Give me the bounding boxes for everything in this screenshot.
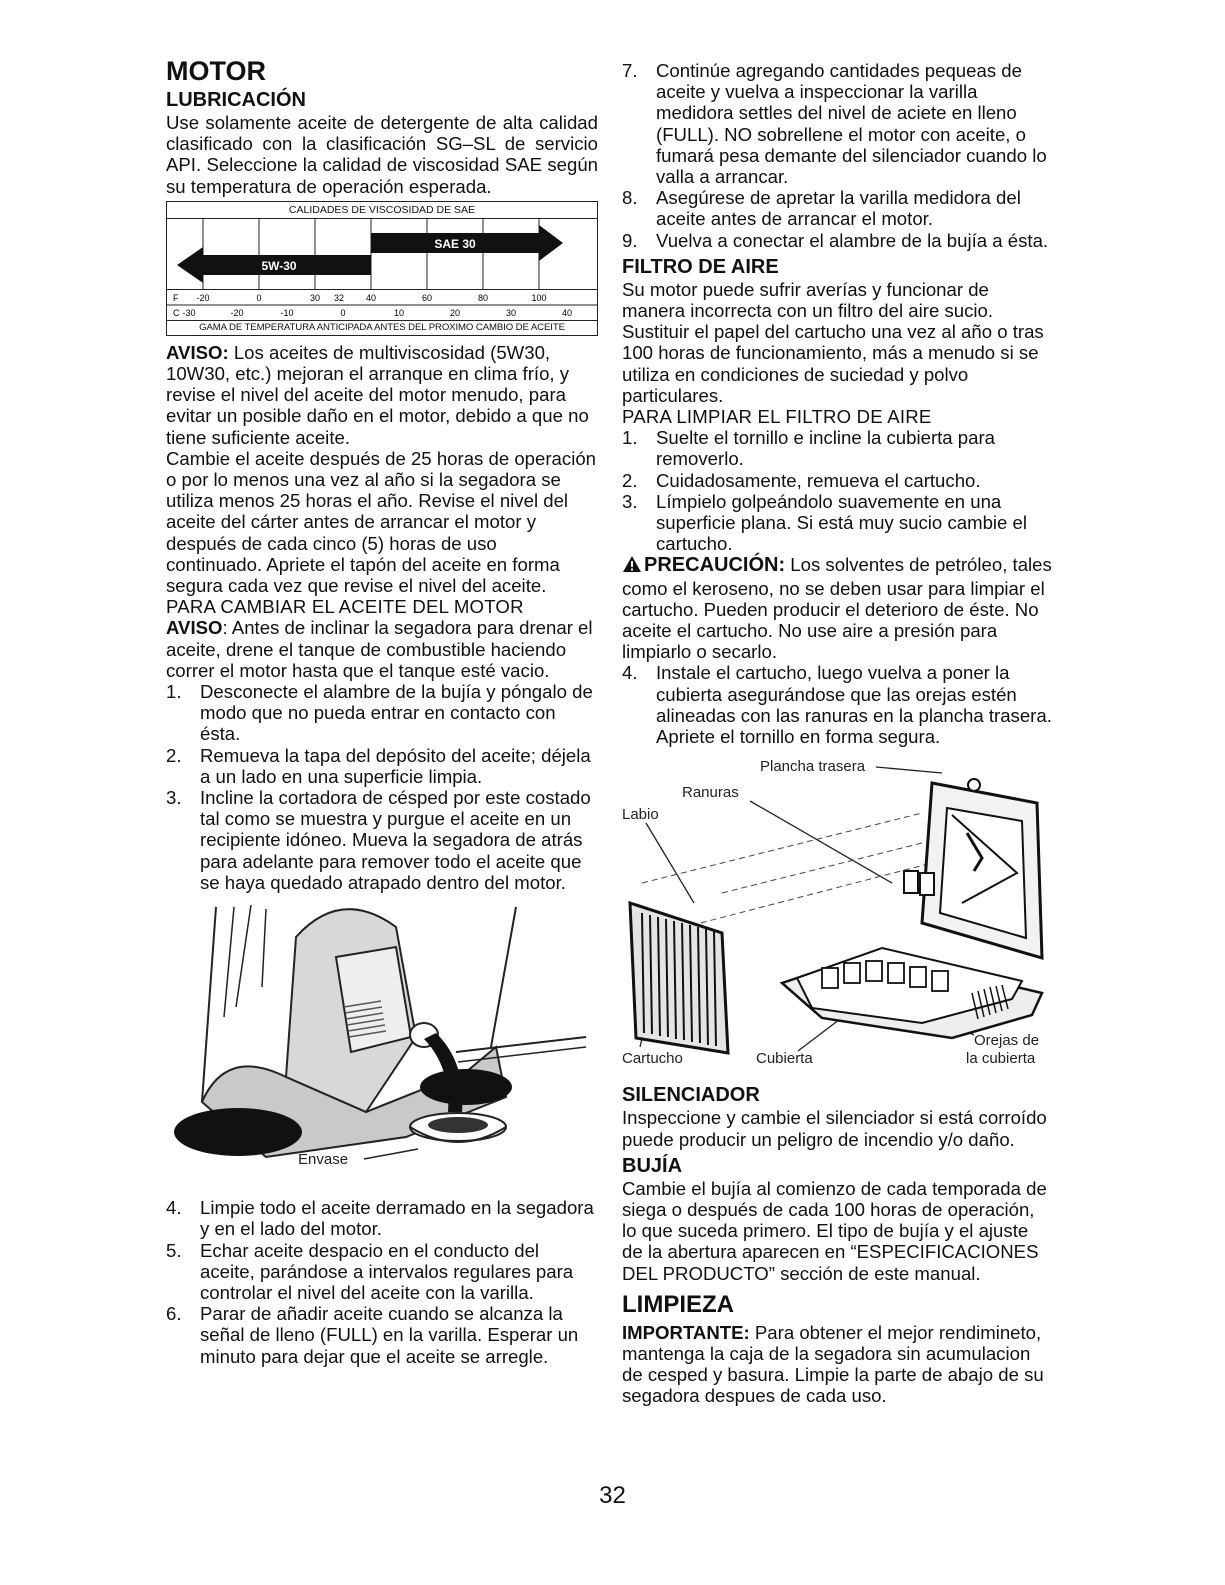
- step-text: Límpielo golpeándolo suavemente en una superficie plana. Si está muy sucio cambie el cartucho.: [656, 490, 1028, 555]
- step-item: [622, 491, 1054, 555]
- step-number: 2.: [622, 469, 638, 491]
- 5w30-label: 5W-30: [261, 258, 297, 273]
- step-text: Echar aceite despacio en el conducto del aceite, parándose a intervalos regulares para controlar el nivel del aceite con la varilla.: [200, 1239, 574, 1303]
- heading-change-oil: PARA CAMBIAR EL ACEITE DEL MOTOR: [166, 596, 524, 618]
- scale-tick-label: 30: [505, 307, 517, 318]
- step-text: Cuidadosamente, remueva el cartucho.: [656, 469, 981, 491]
- step-item: [166, 745, 598, 787]
- step-text: Instale el cartucho, luego vuelva a poner la cubierta asegurándose que las orejas estén alineadas con las ranuras en la plancha trasera. Apriete el tornillo en forma segura.: [656, 662, 1052, 748]
- aviso-text: Los aceites de multiviscosidad (5W30, 10W30, etc.) mejoran el arranque en clima frío, y revise el nivel del aceite del motor menudo, para evitar un posible daño en el motor, debido a que no tiene suficiente aceite.: [166, 341, 589, 448]
- step-number: 7.: [622, 60, 638, 81]
- step-number: 5.: [166, 1239, 182, 1261]
- viscosity-chart-footer: GAMA DE TEMPERATURA ANTICIPADA ANTES DEL PROXIMO CAMBIO DE ACEITE: [167, 320, 597, 335]
- steps-list-c: [622, 60, 1054, 251]
- label-cartucho: Cartucho: [622, 1050, 683, 1068]
- step-item: [166, 681, 598, 745]
- aviso-drain: [166, 617, 598, 681]
- f-ticks: [196, 293, 546, 303]
- step-number: 4.: [166, 1197, 182, 1219]
- important-text: Para obtener el mejor rendimineto, mantenga la caja de la segadora sin acumulacion de cesped y basura. Limpie la parte de abajo de su segadora despues de cada uso.: [622, 1321, 1044, 1407]
- heading-filtro-de-aire: FILTRO DE AIRE: [622, 255, 779, 278]
- label-plancha-trasera: Plancha trasera: [760, 758, 866, 776]
- step-number: 4.: [622, 662, 638, 684]
- label-labio: Labio: [622, 806, 659, 824]
- aviso2-label: AVISO: [166, 617, 223, 639]
- warning-triangle-icon: [622, 555, 642, 577]
- label-envase: Envase: [298, 1151, 349, 1169]
- heading-clean-filter: PARA LIMPIAR EL FILTRO DE AIRE: [622, 406, 932, 428]
- scale-f-label: F: [173, 292, 179, 303]
- scale-tick-label: 100: [531, 292, 547, 303]
- viscosity-scale: [167, 289, 597, 320]
- steps-list-b: [166, 1197, 598, 1367]
- scale-tick-label: 32: [333, 292, 345, 303]
- filter-text: Su motor puede sufrir averías y funcionar de manera incorrecta con un filtro del aire sucio. Sustituir el papel del cartucho una vez al año o tras 100 horas de funcionamiento, más a menudo si se utiliza en condiciones de suciedad y polvo particulares.: [622, 278, 1044, 406]
- step-text: Remueva la tapa del depósito del aceite; déjela a un lado en una superficie limpia.: [200, 744, 591, 787]
- scale-tick-label: 40: [561, 307, 573, 318]
- step-number: 9.: [622, 229, 638, 251]
- oil-change-text: Cambie el aceite después de 25 horas de operación o por lo menos una vez al año si la segadora se utiliza menos 25 horas el año. Revise el nivel del aceite del cárter antes de arrancar el motor y después de cada cinco (5) horas de uso continuado. Apriete el tapón del aceite en forma segura cada vez que revise el nivel del aceite.: [166, 447, 597, 597]
- caution-label: PRECAUCIÓN:: [644, 554, 786, 577]
- label-orejas-1: Orejas de: [974, 1032, 1040, 1050]
- step-text: Parar de añadir aceite cuando se alcanza la señal de lleno (FULL) en la varilla. Esperar un minuto para dejar que el aceite se arregle.: [200, 1303, 579, 1367]
- oil-drain-illustration: [166, 897, 598, 1197]
- scale-tick-label: 10: [393, 307, 405, 318]
- aviso2-text: : Antes de inclinar la segadora para drenar el aceite, drene el tanque de combustible haciendo correr el motor hasta que el tanque esté vacio.: [166, 617, 593, 681]
- step-item: [622, 427, 1054, 469]
- step-item: [622, 60, 1054, 187]
- step-item: [622, 662, 1054, 747]
- c-ticks: [182, 308, 572, 318]
- spark-plug-text: Cambie el bujía al comienzo de cada temporada de siega o después de cada 100 horas de operación, lo que suceda primero. El tipo de bujía y el ajuste de la abertura aparecen en “ESPECIFICACIONES DEL PRODUCTO” sección de este manual.: [622, 1177, 1047, 1284]
- scale-tick-label: -20: [230, 307, 244, 318]
- scale-tick-label: -10: [280, 307, 294, 318]
- step-item: [166, 1240, 598, 1304]
- right-column: [622, 60, 1054, 1407]
- step-number: 3.: [622, 490, 638, 512]
- step-item: [166, 787, 598, 893]
- steps-list-a: [166, 681, 598, 893]
- air-filter-illustration: [622, 753, 1054, 1083]
- step-text: Continúe agregando cantidades pequeas de aceite y vuelva a inspeccionar la varilla medidora settles del nivel de aciete en lleno (FULL). NO sobrellene el motor con aceite, o fumará pesa demante del silenciador cuando lo valla a arrancar.: [656, 60, 1047, 188]
- step-item: [622, 470, 1054, 491]
- sae30-label: SAE 30: [434, 236, 476, 251]
- step-text: Asegúrese de apretar la varilla medidora del aceite antes de arrancar el motor.: [656, 187, 1021, 230]
- scale-tick-label: -30: [182, 307, 196, 318]
- step-number: 1.: [166, 681, 182, 703]
- viscosity-chart: [166, 201, 598, 336]
- step-item: [166, 1197, 598, 1239]
- scale-tick-label: 30: [309, 292, 321, 303]
- heading-limpieza: LIMPIEZA: [622, 1290, 734, 1318]
- step-number: 6.: [166, 1303, 182, 1325]
- page-number: 32: [599, 1482, 626, 1509]
- heading-lubricacion: LUBRICACIÓN: [166, 89, 306, 111]
- left-column: [166, 56, 598, 1367]
- chart-grid: [203, 219, 539, 289]
- step-text: Suelte el tornillo e incline la cubierta para removerlo.: [656, 427, 996, 470]
- section-title-motor: MOTOR: [166, 56, 266, 86]
- caution-note: [622, 554, 1054, 662]
- step-text: Desconecte el alambre de la bujía y póngalo de modo que no pueda entrar en contacto con ésta.: [200, 681, 593, 745]
- heading-silenciador: SILENCIADOR: [622, 1084, 760, 1107]
- label-ranuras: Ranuras: [682, 784, 739, 802]
- scale-tick-label: -20: [196, 292, 210, 303]
- cleaning-text: [622, 1322, 1054, 1407]
- aviso-multiviscosity: [166, 342, 598, 448]
- label-cubierta: Cubierta: [756, 1050, 813, 1068]
- step-item: [622, 187, 1054, 229]
- step-number: 3.: [166, 787, 182, 809]
- scale-tick-label: 20: [449, 307, 461, 318]
- lubrication-text: Use solamente aceite de detergente de alta calidad clasificado con la clasificación SG–SL de servicio API. Seleccione la calidad de viscosidad SAE según su temperatura de operación esperada.: [166, 112, 598, 197]
- label-orejas-2: la cubierta: [966, 1050, 1036, 1068]
- viscosity-chart-title: CALIDADES DE VISCOSIDAD DE SAE: [167, 202, 597, 219]
- scale-tick-label: 80: [477, 292, 489, 303]
- scale-c-label: C: [173, 307, 180, 318]
- step-number: 2.: [166, 744, 182, 766]
- steps-list-d: [622, 427, 1054, 554]
- aviso-label: AVISO:: [166, 341, 229, 363]
- step-text: Incline la cortadora de césped por este costado tal como se muestra y purgue el aceite en un recipiente idóneo. Mueva la segadora de atrás para adelante para remover todo el aceite que se haya quedado atrapado dentro del motor.: [200, 787, 591, 893]
- step-item: [622, 230, 1054, 251]
- scale-tick-label: 40: [365, 292, 377, 303]
- step-text: Limpie todo el aceite derramado en la segadora y en el lado del motor.: [200, 1197, 594, 1240]
- important-label: IMPORTANTE:: [622, 1321, 750, 1343]
- step-text: Vuelva a conectar el alambre de la bujía a ésta.: [656, 229, 1049, 251]
- scale-tick-label: 0: [340, 307, 346, 318]
- scale-tick-label: 60: [421, 292, 433, 303]
- step-number: 8.: [622, 187, 638, 209]
- heading-bujia: BUJÍA: [622, 1154, 683, 1177]
- steps-list-e: [622, 662, 1054, 747]
- viscosity-chart-graphic: [167, 219, 597, 289]
- step-item: [166, 1303, 598, 1367]
- muffler-text: Inspeccione y cambie el silenciador si está corroído puede producir un peligro de incendio y/o daño.: [622, 1107, 1047, 1150]
- caution-text: Los solventes de petróleo, tales como el keroseno, no se deben usar para limpiar el cartucho. Pueden producir el deterioro de éste. No aceite el cartucho. No use aire a presión para limpiarlo o secarlo.: [622, 554, 1052, 663]
- step-number: 1.: [622, 427, 638, 449]
- scale-tick-label: 0: [256, 292, 262, 303]
